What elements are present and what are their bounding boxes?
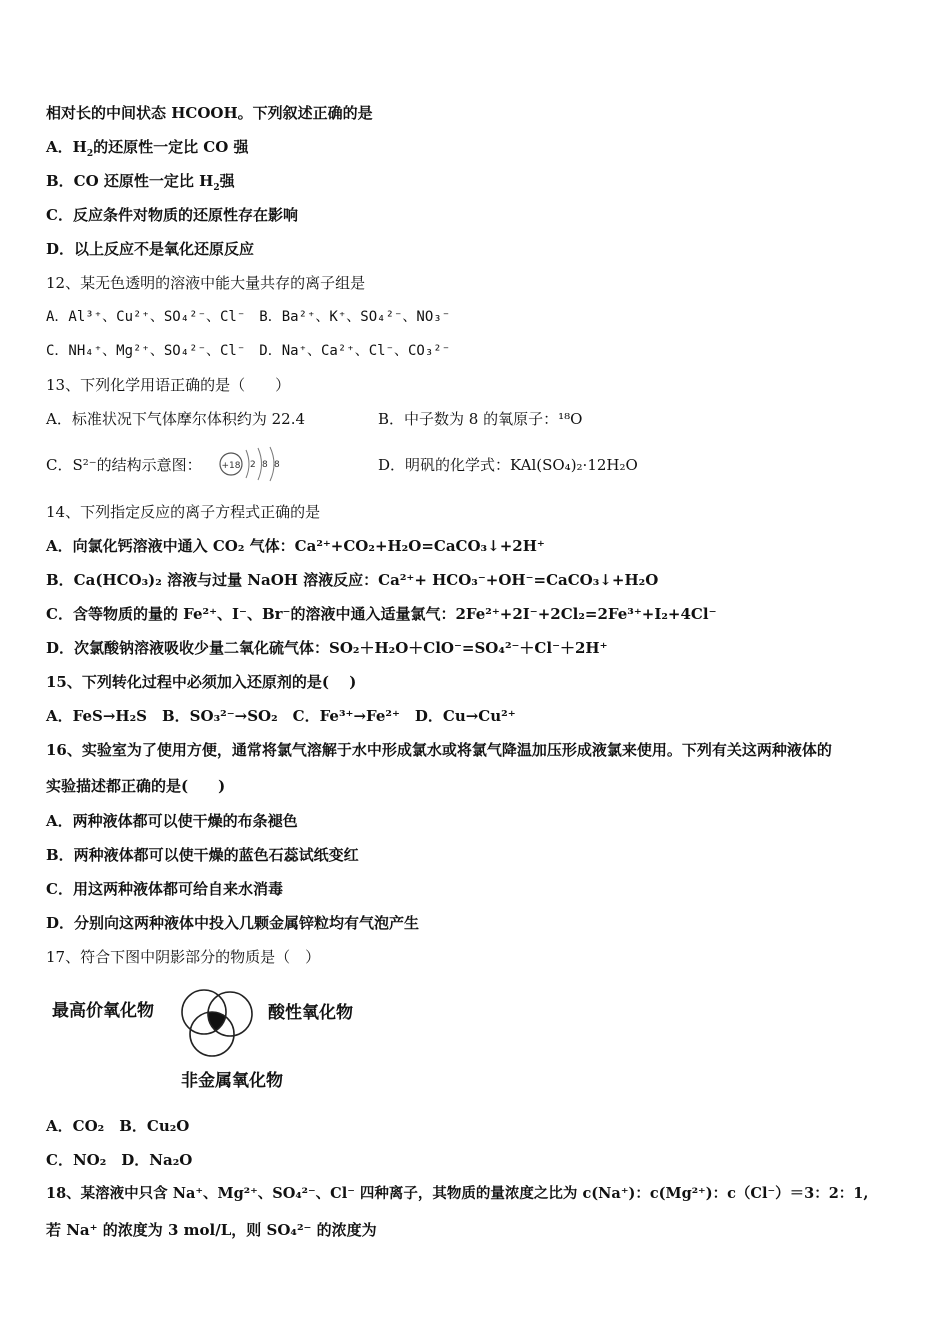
q12-options-ab: A．Al³⁺、Cu²⁺、SO₄²⁻、Cl⁻ B．Ba²⁺、K⁺、SO₄²⁻、NO₃⁻	[46, 309, 451, 325]
venn-diagram	[176, 984, 262, 1064]
sulfur-ion-structure-diagram	[214, 442, 284, 486]
q16-stem-line1: 16、实验室为了使用方便，通常将氯气溶解于水中形成氯水或将氯气降温加压形成液氯来使用。下列有关这两种液体的	[46, 741, 832, 759]
q11-option-c: C．反应条件对物质的还原性存在影响	[46, 206, 298, 224]
q16-option-a: A．两种液体都可以使干燥的布条褪色	[46, 812, 298, 830]
q13-option-d: D．明矾的化学式：KAl(SO₄)₂·12H₂O	[378, 456, 638, 474]
q12-stem: 12、某无色透明的溶液中能大量共存的离子组是	[46, 274, 366, 292]
q14-option-c: C．含等物质的量的 Fe²⁺、I⁻、Br⁻的溶液中通入适量氯气：2Fe²⁺+2I⁻+2Cl₂=2Fe³⁺+I₂+4Cl⁻	[46, 605, 717, 623]
q16-option-c: C．用这两种液体都可给自来水消毒	[46, 880, 283, 898]
q17-options-cd: C．NO₂ D．Na₂O	[46, 1151, 193, 1169]
q11-option-d: D．以上反应不是氧化还原反应	[46, 240, 255, 258]
q13-option-a: A．标准状况下气体摩尔体积约为 22.4	[46, 410, 306, 428]
shell-arc-2	[258, 448, 262, 480]
shell-1-electrons: 2	[250, 460, 256, 470]
venn-circle-highest-valence	[182, 990, 226, 1034]
q13-stem: 13、下列化学用语正确的是（ ）	[46, 376, 291, 394]
q14-option-a: A．向氯化钙溶液中通入 CO₂ 气体：Ca²⁺+CO₂+H₂O=CaCO₃↓+2H⁺	[46, 537, 545, 555]
shell-3-electrons: 8	[274, 460, 280, 470]
q11-option-b: B．CO 还原性一定比 $H_2$强	[46, 172, 235, 193]
shell-2-electrons: 8	[262, 460, 268, 470]
nucleus-charge: +18	[221, 461, 241, 471]
shell-arc-1	[246, 450, 249, 478]
q14-stem: 14、下列指定反应的离子方程式正确的是	[46, 503, 321, 521]
q11-option-a: A．$H_2$的还原性一定比 CO 强	[46, 138, 249, 159]
q14-option-b: B．Ca(HCO₃)₂ 溶液与过量 NaOH 溶液反应：Ca²⁺+ HCO₃⁻+OH⁻=CaCO₃↓+H₂O	[46, 571, 659, 589]
q18-stem-line2: 若 Na⁺ 的浓度为 3 mol/L，则 SO₄²⁻ 的浓度为	[46, 1221, 377, 1239]
venn-label-nonmetal-oxide: 非金属氧化物	[181, 1071, 283, 1091]
q11-stem-tail: 相对长的中间状态 HCOOH。下列叙述正确的是	[46, 104, 373, 122]
q15-options: A．FeS→H₂S B．SO₃²⁻→SO₂ C．Fe³⁺→Fe²⁺ D．Cu→Cu²⁺	[46, 707, 516, 725]
q14-option-d: D．次氯酸钠溶液吸收少量二氧化硫气体：SO₂＋H₂O＋ClO⁻=SO₄²⁻＋Cl⁻＋2H⁺	[46, 639, 608, 657]
q16-option-d: D．分别向这两种液体中投入几颗金属锌粒均有气泡产生	[46, 914, 420, 932]
q17-options-ab: A．CO₂ B．Cu₂O	[46, 1117, 190, 1135]
q12-options-cd: C．NH₄⁺、Mg²⁺、SO₄²⁻、Cl⁻ D．Na⁺、Ca²⁺、Cl⁻、CO₃²⁻	[46, 343, 451, 359]
q17-stem: 17、符合下图中阴影部分的物质是（ ）	[46, 948, 321, 966]
q18-stem-line1: 18、某溶液中只含 Na⁺、Mg²⁺、SO₄²⁻、Cl⁻ 四种离子，其物质的量浓度之比为 c(Na⁺)：c(Mg²⁺)：c（Cl⁻）＝3：2：1,	[46, 1185, 869, 1202]
venn-label-highest-valence-oxide: 最高价氧化物	[52, 1001, 154, 1021]
q16-option-b: B．两种液体都可以使干燥的蓝色石蕊试纸变红	[46, 846, 359, 864]
q16-stem-line2: 实验描述都正确的是( )	[46, 777, 226, 795]
q13-option-b: B．中子数为 8 的氧原子：¹⁸O	[378, 410, 583, 428]
q13-option-c: C．S²⁻的结构示意图：	[46, 456, 202, 474]
venn-label-acidic-oxide: 酸性氧化物	[268, 1003, 353, 1023]
q15-stem: 15、下列转化过程中必须加入还原剂的是( )	[46, 673, 357, 691]
